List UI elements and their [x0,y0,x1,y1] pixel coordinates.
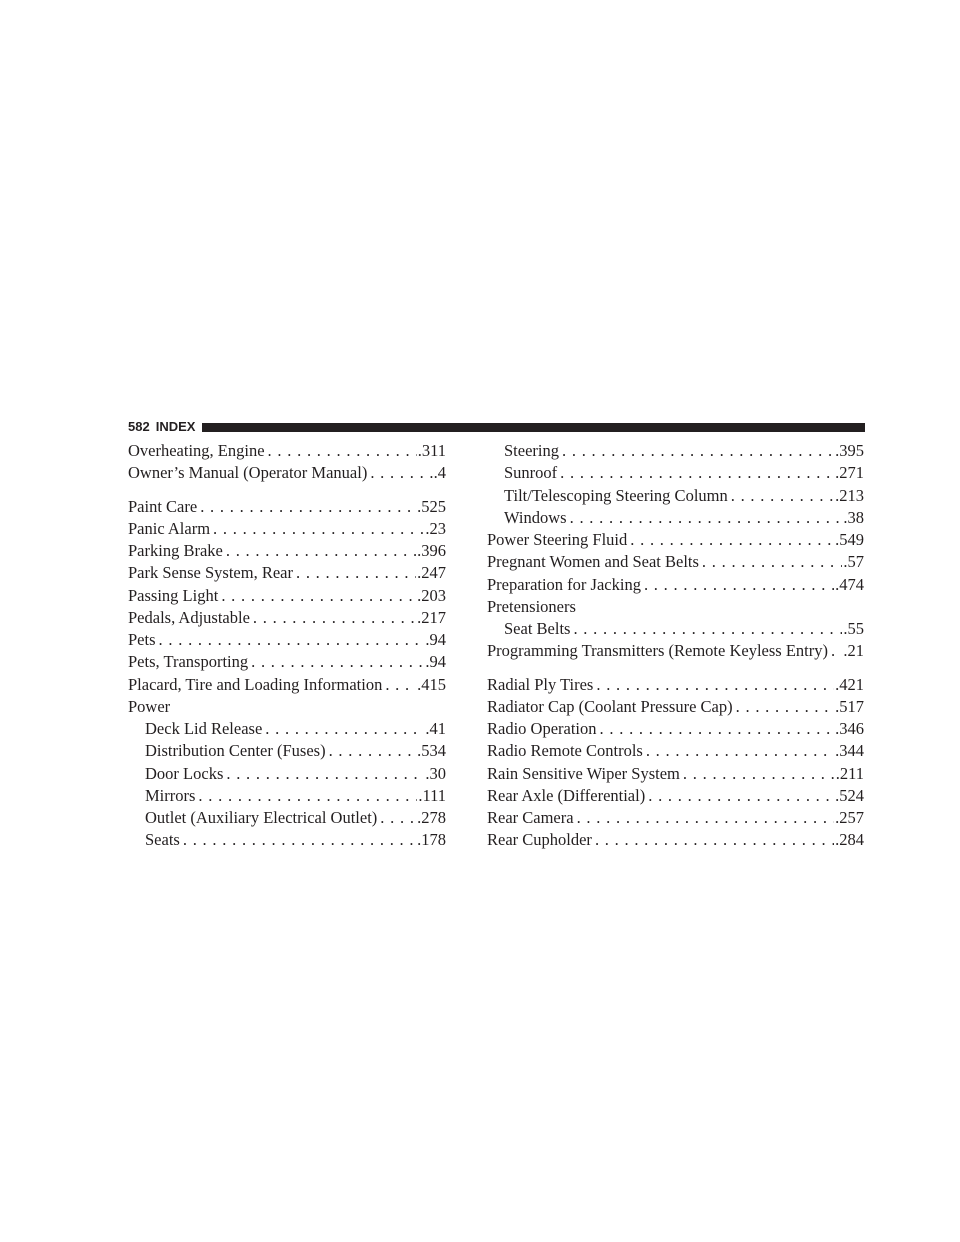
index-entry [128,674,446,696]
entry-label: Radial Ply Tires [487,674,594,694]
entry-label: Distribution Center (Fuses) [145,741,326,761]
entry-page: .41 [425,719,446,738]
entry-label: Outlet (Auxiliary Electrical Outlet) [145,808,378,827]
dot-leader [733,696,835,718]
entry-page: .21 [843,641,864,661]
entry-label: Preparation for Jacking [487,574,641,594]
entry-page: .415 [417,674,446,694]
index-entry [487,718,864,740]
index-subentry [487,618,864,640]
dot-leader [382,674,416,696]
dot-leader [262,718,424,740]
entry-label: Rear Axle (Differential) [487,785,646,805]
entry-label: Programming Transmitters (Remote Keyless Entry) [487,641,828,661]
dot-leader [574,807,835,829]
index-subentry [128,785,446,807]
entry-label: Pretensioners [487,596,576,616]
entry-label: Pedals, Adjustable [128,607,250,627]
entry-page: .111 [418,785,446,805]
index-subentry [128,740,446,762]
entry-label: Sunroof [504,463,558,483]
entry-label: Seat Belts [504,619,571,638]
index-entry [128,651,446,673]
entry-label: Mirrors [145,785,196,805]
index-entry [128,629,446,651]
dot-leader [828,640,842,662]
entry-page: .344 [835,741,864,761]
entry-page: .94 [425,630,446,649]
entry-page: .517 [835,696,864,716]
entry-label: Steering [504,441,559,460]
dot-leader [156,629,425,651]
dot-leader [699,551,842,573]
entry-label: Tilt/Telescoping Steering Column [504,485,728,505]
dot-leader [326,740,417,762]
index-entry [128,440,446,462]
index-entry [487,807,864,829]
entry-label: Door Locks [145,763,224,783]
entry-page: .38 [843,507,864,527]
dot-leader [570,618,842,640]
index-entry [128,607,446,629]
index-entry [487,640,864,662]
entry-label: Radio Operation [487,719,597,738]
entry-label: Passing Light [128,585,219,605]
entry-label: Deck Lid Release [145,719,263,738]
entry-label: Placard, Tire and Loading Information [128,674,383,694]
entry-page: .30 [425,763,446,783]
entry-label: Radiator Cap (Coolant Pressure Cap) [487,696,733,716]
dot-leader [210,518,424,540]
index-entry [487,551,864,573]
index-column-right [487,440,864,852]
entry-page: .247 [417,563,446,583]
index-subentry [128,718,446,740]
dot-leader [223,540,416,562]
entry-page: .549 [835,530,864,549]
index-entry [487,674,864,696]
entry-label: Radio Remote Controls [487,741,643,761]
entry-page: .395 [835,441,864,460]
entry-label: Pets, Transporting [128,652,249,672]
dot-leader [377,807,416,829]
entry-page: .4 [433,463,446,483]
entry-page: .396 [417,541,446,560]
index-subentry [128,829,446,851]
dot-leader [593,674,834,696]
entry-label: Overheating, Engine [128,441,265,460]
dot-leader [645,785,834,807]
index-entry [128,462,446,484]
dot-leader [643,740,834,762]
dot-leader [293,562,416,584]
entry-page: .57 [843,552,864,572]
index-entry-heading [487,596,864,618]
entry-label: Pets [128,630,156,649]
page-number: 582 [128,419,150,434]
entry-page: .311 [417,441,446,460]
index-entry [487,829,864,851]
entry-page: .257 [835,808,864,827]
entry-page: .534 [417,741,446,761]
entry-page: .217 [417,607,446,627]
dot-leader [597,718,835,740]
entry-page: .213 [835,485,864,505]
entry-page: .421 [835,674,864,694]
dot-leader [559,440,834,462]
dot-leader [223,763,424,785]
entry-label: Windows [504,507,567,527]
entry-page: .524 [835,785,864,805]
dot-leader [641,574,834,596]
dot-leader [195,785,417,807]
entry-label: Pregnant Women and Seat Belts [487,552,699,572]
index-entry [487,529,864,551]
entry-page: .211 [835,763,864,783]
dot-leader [728,485,834,507]
dot-leader [197,496,416,518]
index-entry [128,585,446,607]
entry-label: Owner’s Manual (Operator Manual) [128,463,368,483]
index-subentry [487,440,864,462]
index-subentry [128,763,446,785]
entry-page: .23 [425,518,446,538]
dot-leader [627,529,834,551]
dot-leader [367,462,432,484]
index-entry [128,540,446,562]
index-entry [487,574,864,596]
dot-leader [218,585,416,607]
entry-label: Parking Brake [128,541,223,560]
index-subentry [487,485,864,507]
dot-leader [265,440,417,462]
index-entry [487,785,864,807]
entry-label: Rear Cupholder [487,830,592,850]
entry-label: Park Sense System, Rear [128,563,293,583]
index-entry [487,763,864,785]
dot-leader [567,507,843,529]
dot-leader [180,829,416,851]
index-entry [128,496,446,518]
entry-page: .55 [843,619,864,638]
entry-page: .284 [835,830,864,850]
section-title: INDEX [155,419,196,434]
entry-label: Paint Care [128,496,198,516]
entry-label: Panic Alarm [128,518,211,538]
entry-label: Rear Camera [487,808,574,827]
index-subentry [128,807,446,829]
dot-leader [250,607,416,629]
entry-label: Power Steering Fluid [487,530,628,549]
entry-label: Rain Sensitive Wiper System [487,763,680,783]
header-rule [202,423,865,432]
index-subentry [487,507,864,529]
entry-page: .178 [417,830,446,850]
entry-page: .474 [835,574,864,594]
entry-page: .278 [417,808,446,827]
entry-page: .94 [425,652,446,672]
dot-leader [557,462,834,484]
entry-page: .525 [417,496,446,516]
entry-label: Seats [145,830,180,850]
index-column-left [128,440,446,852]
index-entry [128,562,446,584]
entry-page: .346 [835,719,864,738]
index-entry-heading [128,696,446,718]
index-entry [128,518,446,540]
dot-leader [592,829,834,851]
dot-leader [680,763,835,785]
page-header [128,418,865,436]
index-subentry [487,462,864,484]
index-entry [487,740,864,762]
dot-leader [248,651,424,673]
entry-page: .203 [417,585,446,605]
entry-page: .271 [835,463,864,483]
index-entry [487,696,864,718]
entry-label: Power [128,696,171,716]
